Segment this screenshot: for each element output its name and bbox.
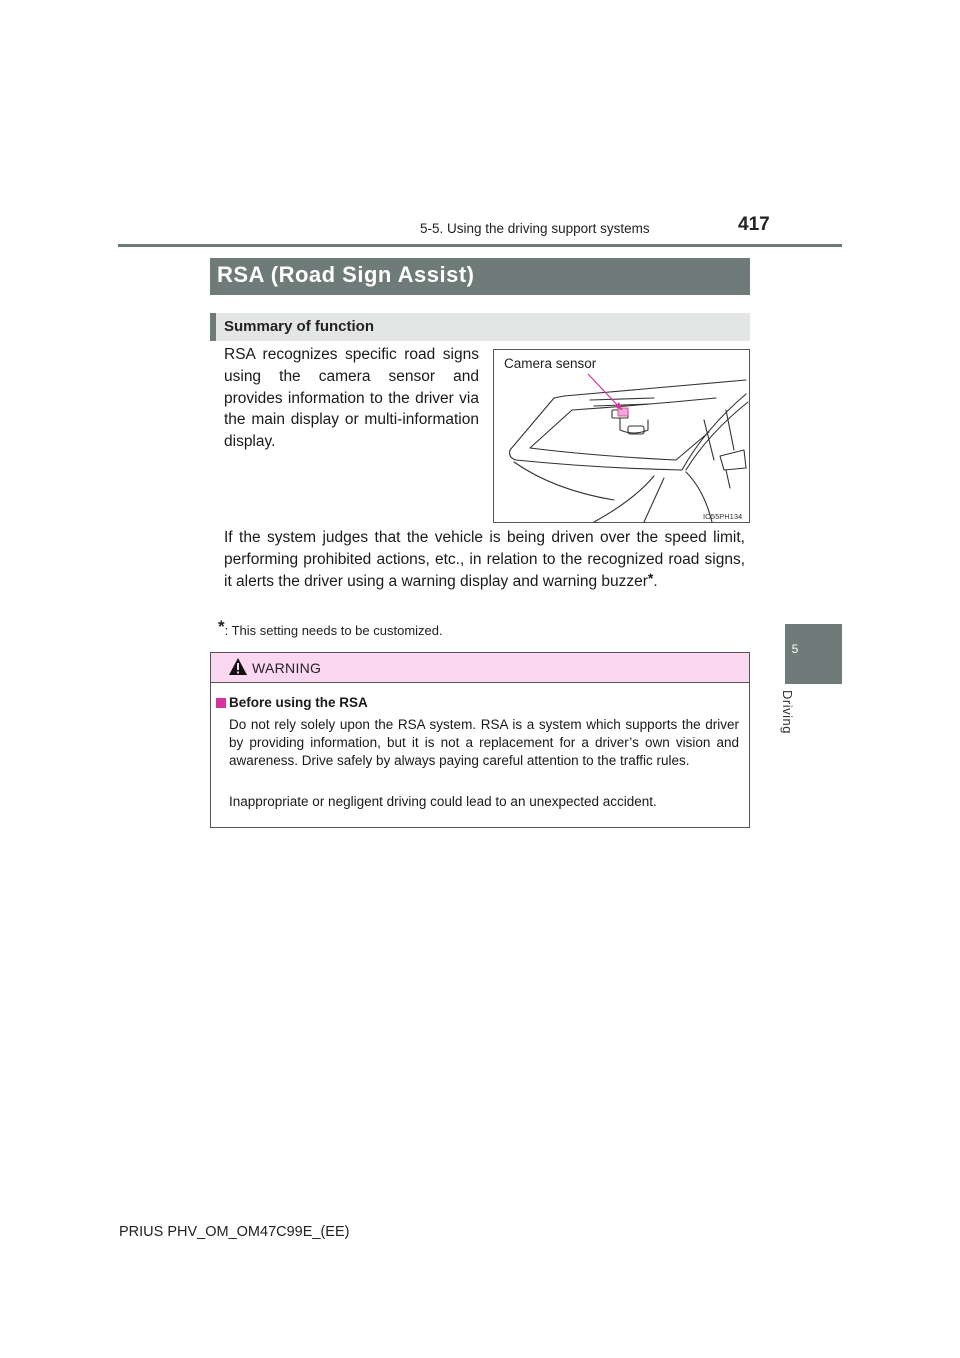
warning-body-2: Inappropriate or negligent driving could lead to an unexpected accident.: [229, 794, 657, 809]
warning-bullet: [216, 698, 226, 708]
subheading: Summary of function: [224, 318, 375, 335]
summary-paragraph-2-end: .: [653, 573, 658, 590]
section-title: RSA (Road Sign Assist): [217, 262, 475, 287]
figure-callout-label: Camera sensor: [504, 356, 597, 371]
warning-title: Before using the RSA: [229, 695, 368, 710]
summary-paragraph-1: RSA recognizes specific road signs using the camera sensor and provides information to the driver via the main display or multi-information display.: [224, 346, 479, 451]
summary-paragraph-2: [224, 527, 745, 593]
header-divider: [118, 244, 842, 247]
footnote: [218, 617, 443, 640]
figure-id: IO55PH134: [703, 512, 743, 521]
warning-label: WARNING: [252, 660, 322, 676]
footnote-text: : This setting needs to be customized.: [224, 623, 443, 638]
page-number: 417: [738, 214, 770, 235]
footnote-mark: *: [218, 617, 225, 636]
footnote-reference: *: [647, 570, 654, 586]
warning-triangle-icon: [228, 657, 248, 677]
chapter-tab-label: Driving: [780, 690, 795, 734]
camera-sensor-illustration: [493, 349, 750, 523]
running-header-section: 5-5. Using the driving support systems: [420, 221, 650, 236]
document-code: PRIUS PHV_OM_OM47C99E_(EE): [119, 1224, 350, 1240]
windshield-drawing: [494, 350, 751, 524]
warning-body-1: Do not rely solely upon the RSA system. RSA is a system which supports the driver by providing information, but it is not a replacement for a driver’s own vision and awareness. Drive safely by always paying careful attention to the traffic rules.: [229, 717, 739, 768]
summary-paragraph-2-text: If the system judges that the vehicle is being driven over the speed limit, performing prohibited actions, etc., in relation to the recognized road signs, it alerts the driver using a warning display and warning buzzer: [224, 529, 745, 590]
chapter-tab-number: 5: [791, 642, 799, 656]
